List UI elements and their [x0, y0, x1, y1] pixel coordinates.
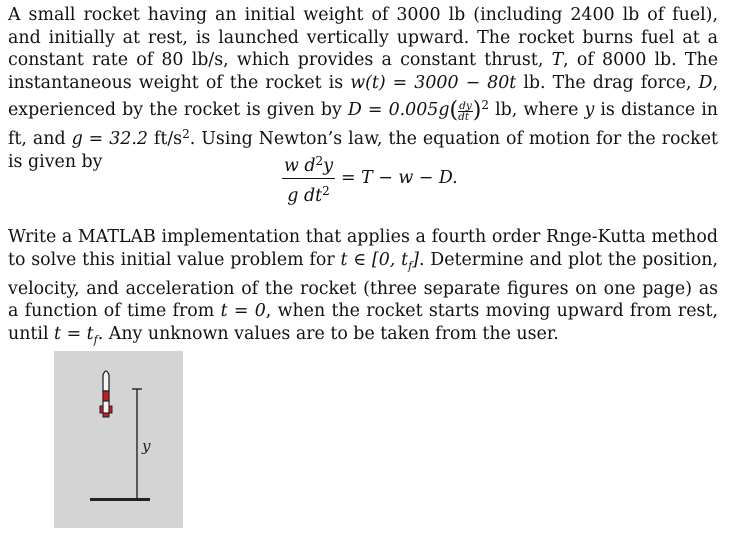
ground-line	[90, 498, 150, 501]
rocket-icon	[100, 371, 112, 417]
rocket-figure	[54, 351, 183, 528]
y-axis-label: y	[142, 437, 151, 455]
drag-expression: D = 0.005g	[347, 100, 450, 121]
time-interval: t ∈ [0, $t_f$]	[340, 249, 419, 273]
gravity-expression: g = 32.2	[71, 128, 148, 149]
problem-paragraph-2: Write a MATLAB implementation that applies a fourth order Rnge-Kutta method to solve this initial value problem for t ∈ [0, $t_f$]. Determine and plot the position, velocity, and acceleration of the rocket (three separate figures on one page) as a function of time from t = 0, when the rocket starts moving upward from rest, until $t = t_f$. Any unknown values are to be taken from the user.	[8, 227, 719, 347]
problem-paragraph-1: A small rocket having an initial weight of 3000 lb (including 2400 lb of fuel), and initially at rest, is launched vertically upward. The rocket burns fuel at a constant rate of 80 lb/s, which provides a constant thrust, T, of 8000 lb. The instantaneous weight of the rocket is w(t) = 3000 − 80t lb. The drag force, D, experienced by the rocket is given by D = 0.005g( $\frac{dy}{dt}$ )$^2$ lb, where y is distance in ft, and g = 32.2 $ft/s^2$. Using Newton’s law, the equation of motion for the rocket is given by	[8, 5, 718, 172]
drag-derivative-fraction: $\frac{dy}{dt}$	[458, 100, 472, 124]
equation-lhs-fraction: $\frac{w d^2y}{g dt^2}$	[282, 150, 335, 207]
equation-rhs: = T − w − D.	[341, 168, 458, 188]
weight-expression: w(t) = 3000 − 80t	[350, 72, 517, 93]
equation-of-motion	[282, 153, 458, 206]
